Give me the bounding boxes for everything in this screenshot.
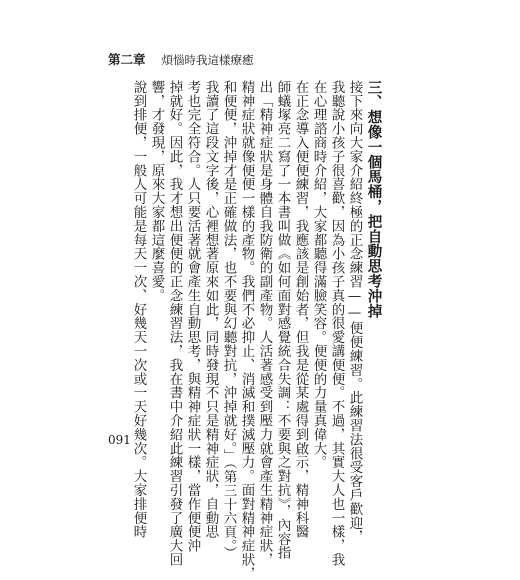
body-line: 師蟻塚亮二寫了一本書叫做《如何面對感覺統合失調：不要與之對抗》，內容指 — [274, 80, 291, 560]
body-line: 出「精神症狀是身體自我防衛的副產物。人活著感受到壓力就會產生精神症狀， — [256, 80, 273, 567]
body-line: 我讀了這段文字後，心裡想著原來如此，同時發現不只是精神症狀，自動思 — [202, 80, 219, 539]
body-line: 說到排便，一般人可能是每天一次、好幾天一次或一天好幾次。大家排便時 — [130, 80, 147, 539]
body-line: 我聽說小孩子很喜歡，因為小孩子真的很愛講便便。不過，其實大人也一樣，我 — [328, 80, 345, 567]
body-line: 和便便，沖掉才是正確做法，也不要與幻聽對抗，沖掉就好。」（第三十六頁。） — [220, 80, 237, 561]
body-line: 掉就好。因此，我才想出便便的正念練習法，我在書中介紹此練習引發了廣大回 — [166, 80, 183, 567]
body-line: 精神症狀就像便便一樣的產物。我們不必抑止、消滅和撲滅壓力。面對精神症狀， — [238, 80, 255, 580]
chapter-label: 第二章 — [108, 52, 146, 67]
book-title: 煩惱時我這樣療癒 — [161, 53, 254, 67]
page-number: 091 — [108, 433, 131, 447]
body-line: 在心理諮商時介紹，大家都聽得滿臉笑容。便便的力量真偉大。 — [310, 80, 327, 470]
running-header — [108, 50, 254, 68]
body-line: 考也完全符合。人只要活著就會產生自動思考，與精神症狀一樣，當作便便沖 — [184, 80, 201, 553]
body-line: 在正念導入便便練習，我應該是創始者，但我是從某處得到啟示，精神科醫 — [292, 80, 309, 539]
body-line: 響，才發現，原來大家都這麼喜愛。 — [148, 80, 165, 303]
body-line: 接下來向大家介紹終極的正念練習——便便練習。此練習法很受客戶歡迎， — [346, 80, 363, 544]
section-heading: 三、想像一個馬桶，把自動思考沖掉 — [365, 80, 383, 319]
